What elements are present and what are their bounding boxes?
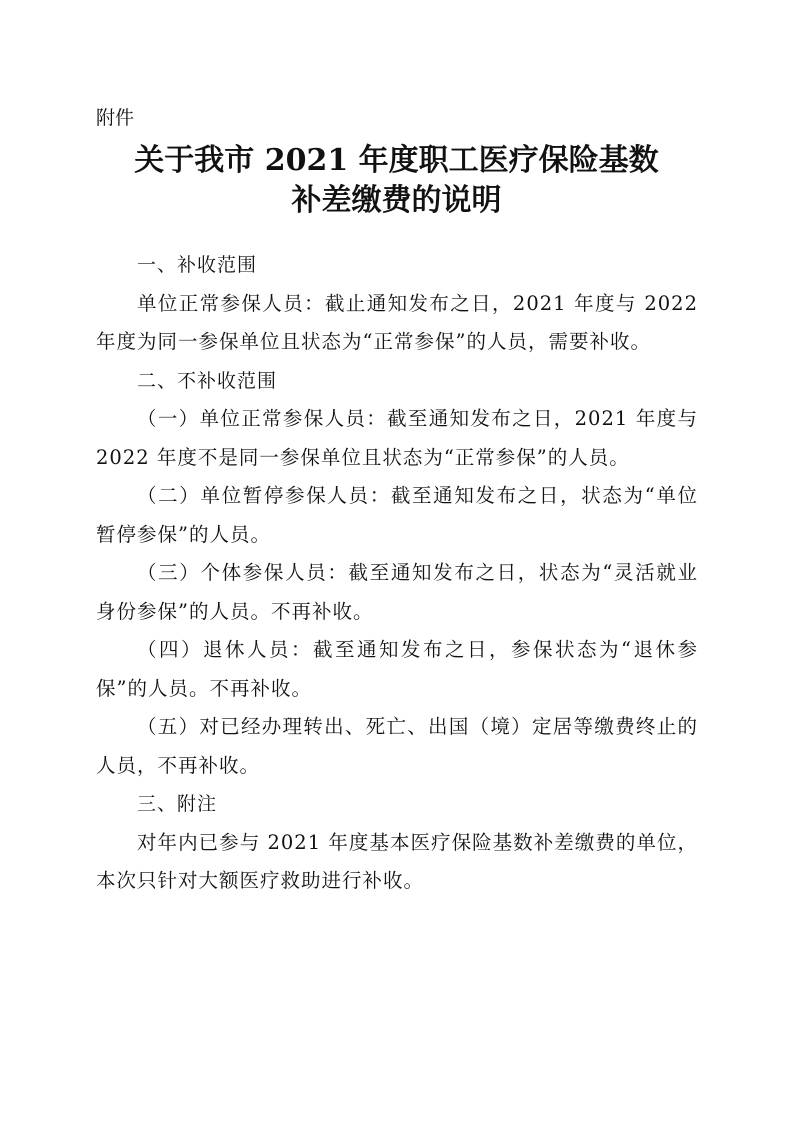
document-title-line-1: 关于我市 2021 年度职工医疗保险基数 (134, 143, 659, 178)
section-heading-3: 三、附注 (137, 793, 218, 815)
attachment-label: 附件 (96, 107, 135, 129)
paragraph-item-2: （二）单位暂停参保人员：截至通知发布之日，状态为“单位暂停参保”的人员。 (96, 484, 698, 546)
document-title-line-2: 补差缴费的说明 (291, 183, 502, 218)
section-heading-1: 一、补收范围 (137, 254, 258, 276)
section-heading-2: 二、不补收范围 (137, 369, 278, 392)
document-body (96, 246, 698, 901)
paragraph-normal-insured: 单位正常参保人员：截止通知发布之日，2021 年度与 2022 年度为同一参保单位且状态为“正常参保”的人员，需要补收。 (96, 291, 698, 353)
paragraph-note: 对年内已参与 2021 年度基本医疗保险基数补差缴费的单位，本次只针对大额医疗救助进行补收。 (96, 830, 698, 892)
paragraph-item-1: （一）单位正常参保人员：截至通知发布之日，2021 年度与 2022 年度不是同一参保单位且状态为“正常参保”的人员。 (96, 407, 698, 469)
paragraph-item-4: （四）退休人员：截至通知发布之日，参保状态为“退休参保”的人员。不再补收。 (96, 638, 698, 700)
paragraph-item-3: （三）个体参保人员：截至通知发布之日，状态为“灵活就业身份参保”的人员。不再补收。 (96, 561, 698, 623)
paragraph-item-5: （五）对已经办理转出、死亡、出国（境）定居等缴费终止的人员，不再补收。 (96, 715, 698, 777)
